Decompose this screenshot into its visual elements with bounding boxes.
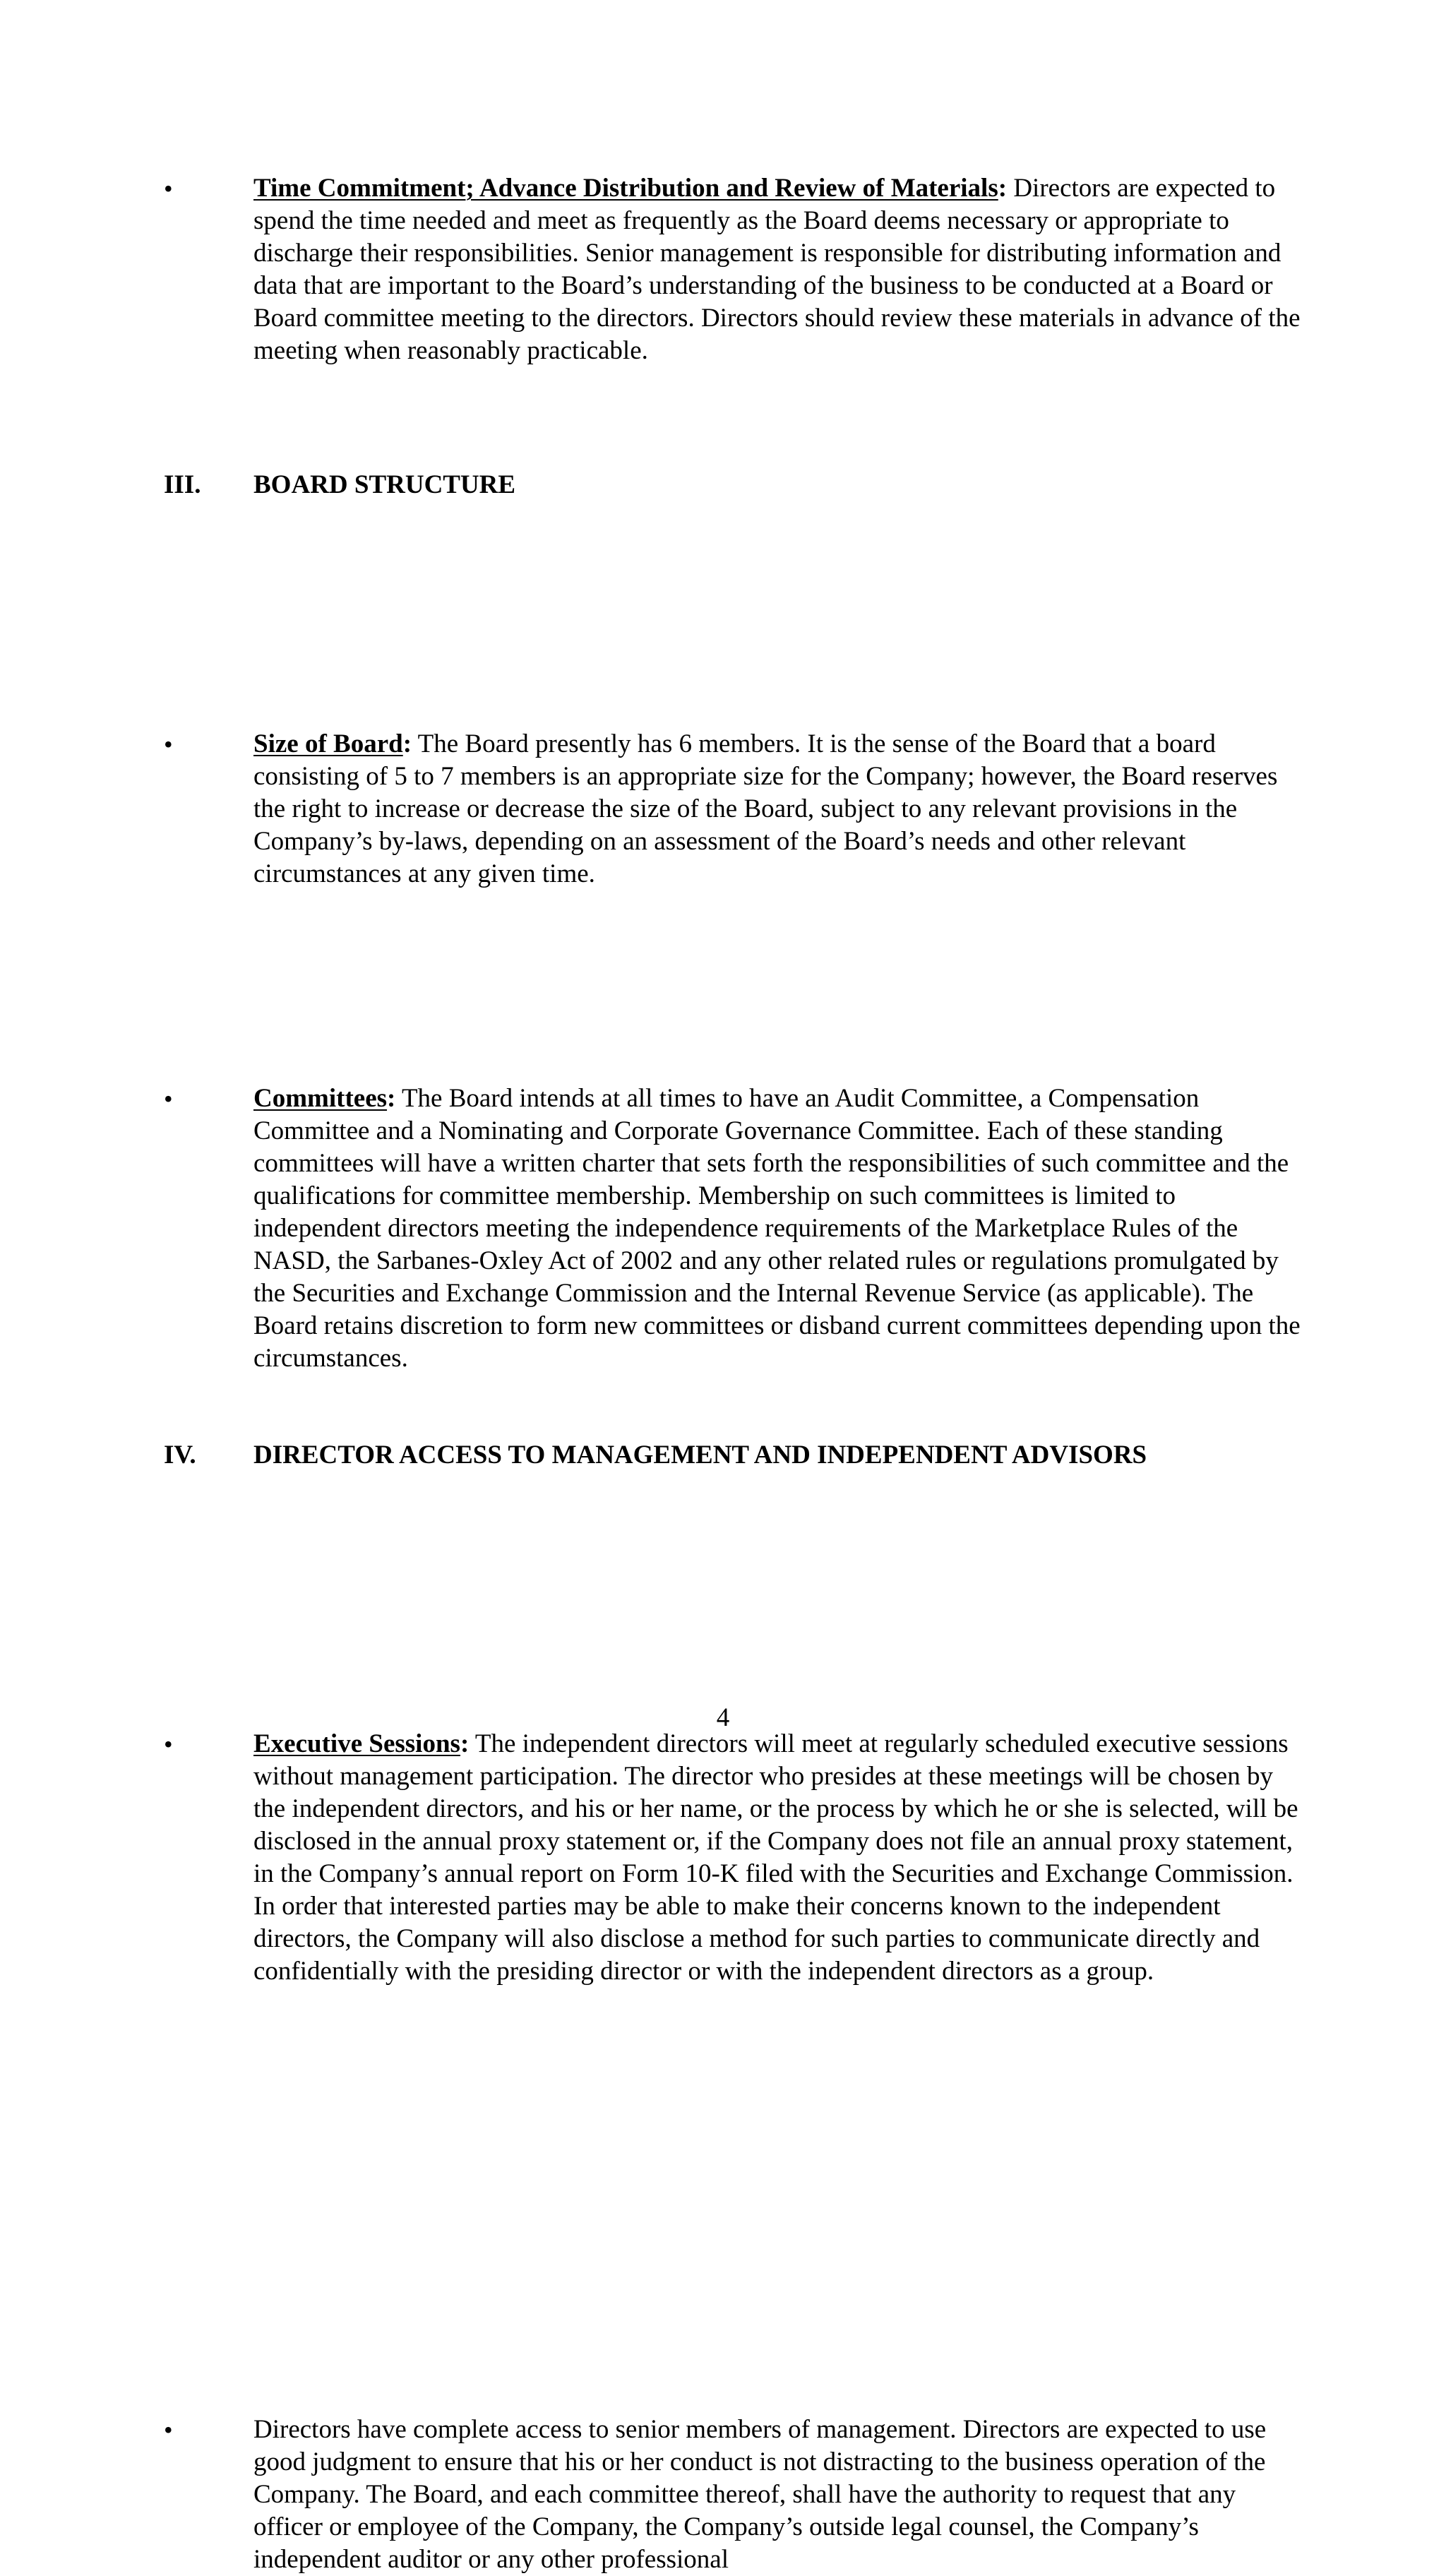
paragraph-time-commitment [253,172,1305,367]
section-heading-director-access [164,1439,1364,1472]
body-size-of-board: The Board presently has 6 members. It is the sense of the Board that a board consisting of 5 to 7 members is an appropriate size for the Company; however, the Board reserves the right to increase or decrease the size of the Board, subject to any relevant provisions in the Company’s by-laws, depending on an assessment of the Board’s needs and other relevant circumstances at any given time. [253,729,1278,888]
bullet-size-of-board [164,728,1293,890]
bullet-director-access [164,2414,1293,2576]
paragraph-director-access: Directors have complete access to senior members of management. Directors are expected to use good judgment to ensure that his or her conduct is not distracting to the business operation of the Company. The Board, and each committee thereof, shall have the authority to request that any officer or employee of the Company, the Company’s outside legal counsel, the Company’s independent auditor or any other professional [253,2415,1267,2574]
bullet-icon: • [164,174,173,203]
section-number: IV. [164,1441,196,1469]
bullet-executive-sessions [164,1728,1298,1988]
section-number: III. [164,470,201,499]
lead-colon: : [402,729,412,758]
body-committees: The Board intends at all times to have an Audit Committee, a Compensation Committee and a Nominating and Corporate Governance Committee. Each of these standing committees will have a written charter that sets forth the responsibilities of such committee and the qualifications for committee membership. Membership on such committees is limited to independent directors meeting the independence requirements of the Marketplace Rules of the NASD, the Sarbanes-Oxley Act of 2002 and any other related rules or regulations promulgated by the Securities and Exchange Commission and the Internal Revenue Service (as applicable). The Board retains discretion to form new committees or disband current committees depending upon the circumstances. [253,1084,1301,1373]
section-title: DIRECTOR ACCESS TO MANAGEMENT AND INDEPENDENT ADVISORS [253,1441,1147,1469]
lead-colon: : [460,1729,470,1758]
lead-size-of-board: Size of Board [253,729,403,758]
bullet-icon: • [164,2416,173,2444]
lead-time-commitment: Time Commitment; Advance Distribution and Review of Materials [253,174,998,203]
section-title: BOARD STRUCTURE [253,470,516,499]
paragraph-size-of-board [253,728,1305,890]
bullet-icon: • [164,1730,173,1758]
body-time-commitment: Directors are expected to spend the time needed and meet as frequently as the Board deems necessary or appropriate to discharge their responsibilities. Senior management is responsible for distributing information and data that are important to the Board’s understanding of the business to be conducted at a Board or Board committee meeting to the directors. Directors should review these materials in advance of the meeting when reasonably practicable. [253,174,1301,365]
paragraph-executive-sessions [253,1728,1305,1988]
bullet-committees [164,1083,1301,1375]
lead-committees: Committees [253,1084,388,1113]
page-number: 4 [716,1703,730,1732]
lead-colon: : [387,1084,396,1113]
lead-colon: : [998,174,1008,203]
lead-executive-sessions: Executive Sessions [253,1729,460,1758]
body-executive-sessions: The independent directors will meet at regularly scheduled executive sessions without management participation. The director who presides at these meetings will be chosen by the independent directors, and his or her name, or the process by which he or she is selected, will be disclosed in the annual proxy statement or, if the Company does not file an annual proxy statement, in the Company’s annual report on Form 10-K filed with the Securities and Exchange Commission. In order that interested parties may be able to make their concerns known to the independent directors, the Company will also disclose a method for such parties to communicate directly and confidentially with the presiding director or with the independent directors as a group. [253,1729,1298,1986]
section-heading-board-structure [164,469,1364,501]
bullet-icon: • [164,730,173,758]
paragraph-committees [253,1083,1305,1375]
bullet-time-commitment [164,172,1301,367]
bullet-icon: • [164,1085,173,1113]
